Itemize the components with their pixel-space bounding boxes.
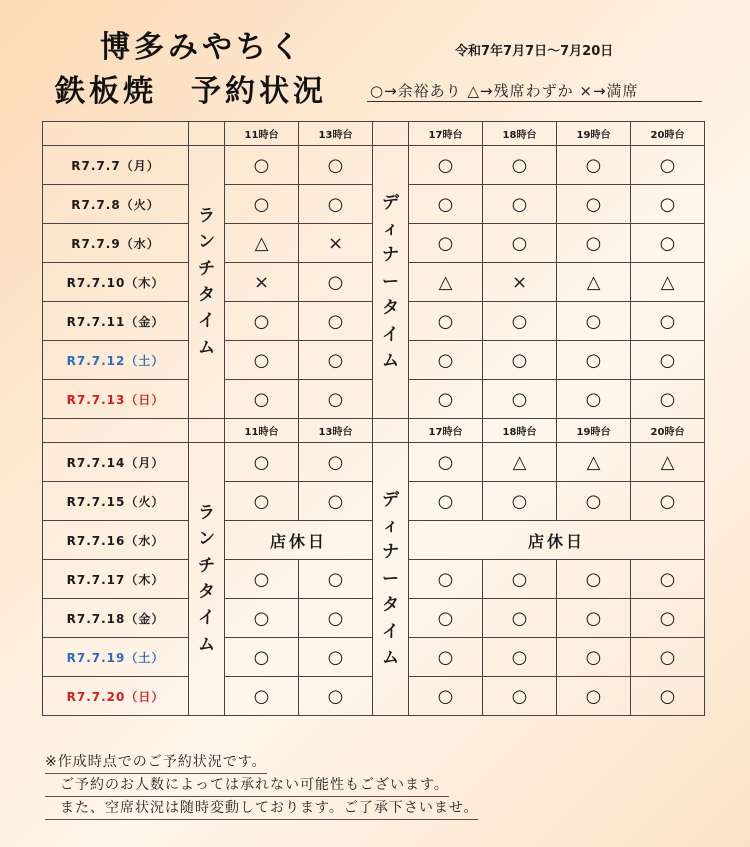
availability-cell: ○ [299, 482, 373, 521]
period-text: 令和7年7月7日～7月20日 [455, 44, 614, 59]
availability-cell: ○ [225, 677, 299, 716]
availability-cell: ○ [225, 341, 299, 380]
availability-cell: △ [557, 263, 631, 302]
availability-cell: ○ [557, 482, 631, 521]
availability-cell: ○ [483, 482, 557, 521]
lunch-slot-header: 13時台 [299, 419, 373, 443]
availability-cell: ○ [483, 224, 557, 263]
closed-cell: 店休日 [409, 521, 705, 560]
dinner-slot-header: 19時台 [557, 419, 631, 443]
header-blank [189, 122, 225, 146]
lunch-slot-header: 13時台 [299, 122, 373, 146]
date-cell: R7.7.13（日） [43, 380, 189, 419]
availability-cell: ○ [631, 560, 705, 599]
availability-cell: ○ [409, 599, 483, 638]
dinner-slot-header: 17時台 [409, 419, 483, 443]
availability-cell: △ [409, 263, 483, 302]
availability-cell: × [299, 224, 373, 263]
page-title: 鉄板焼 予約状況 [55, 74, 327, 109]
table-row [43, 146, 705, 185]
availability-cell: ○ [631, 638, 705, 677]
table-row [43, 443, 705, 482]
date-cell: R7.7.7（月） [43, 146, 189, 185]
availability-cell: ○ [631, 599, 705, 638]
availability-cell: ○ [299, 263, 373, 302]
availability-cell: ○ [557, 677, 631, 716]
label-char: ィ [382, 516, 399, 537]
label-char: ム [382, 350, 399, 371]
dinner-slot-header: 17時台 [409, 122, 483, 146]
legend-underline [367, 101, 702, 102]
availability-cell: ○ [299, 677, 373, 716]
legend-few-left: △→残席わずか [467, 82, 574, 100]
label-char: ン [198, 529, 215, 550]
availability-cell: ○ [225, 560, 299, 599]
date-cell: R7.7.17（木） [43, 560, 189, 599]
availability-cell: ○ [483, 146, 557, 185]
label-char: ン [198, 232, 215, 253]
label-char: デ [382, 489, 399, 510]
availability-cell: ○ [299, 443, 373, 482]
availability-cell: △ [225, 224, 299, 263]
reservation-table [42, 121, 705, 716]
availability-cell: ○ [631, 482, 705, 521]
date-cell: R7.7.12（土） [43, 341, 189, 380]
legend-available: ○→余裕あり [370, 82, 462, 100]
label-char: ナ [382, 542, 399, 563]
header-blank [373, 419, 409, 443]
availability-cell: ○ [409, 224, 483, 263]
date-cell: R7.7.19（土） [43, 638, 189, 677]
label-char: ラ [198, 205, 215, 226]
dinner-slot-header: 18時台 [483, 122, 557, 146]
header-blank [43, 122, 189, 146]
label-char: チ [198, 258, 215, 279]
availability-cell: ○ [409, 146, 483, 185]
label-char: タ [198, 582, 215, 602]
availability-cell: △ [557, 443, 631, 482]
label-char: タ [382, 595, 399, 616]
availability-cell: ○ [557, 380, 631, 419]
date-cell: R7.7.11（金） [43, 302, 189, 341]
dinner-slot-header: 18時台 [483, 419, 557, 443]
label-char: ー [382, 271, 399, 292]
lunch-label [189, 146, 225, 419]
date-cell: R7.7.8（火） [43, 185, 189, 224]
label-char: ム [382, 647, 399, 668]
availability-cell: ○ [225, 482, 299, 521]
notes [45, 751, 478, 820]
label-char: チ [198, 555, 215, 576]
availability-cell: ○ [299, 560, 373, 599]
header-row [43, 122, 705, 146]
availability-cell: ○ [409, 185, 483, 224]
date-cell: R7.7.16（水） [43, 521, 189, 560]
availability-cell: ○ [409, 302, 483, 341]
availability-cell: ○ [299, 146, 373, 185]
availability-cell: ○ [631, 146, 705, 185]
availability-cell: ○ [225, 599, 299, 638]
availability-cell: ○ [557, 638, 631, 677]
legend-full: ×→満席 [579, 82, 639, 100]
availability-cell: ○ [557, 302, 631, 341]
availability-cell: ○ [225, 380, 299, 419]
header-blank [189, 419, 225, 443]
availability-cell: ○ [631, 341, 705, 380]
lunch-slot-header: 11時台 [225, 122, 299, 146]
availability-cell: ○ [409, 341, 483, 380]
availability-cell: ○ [631, 185, 705, 224]
date-cell: R7.7.14（月） [43, 443, 189, 482]
availability-cell: ○ [631, 380, 705, 419]
availability-cell: ○ [225, 302, 299, 341]
date-cell: R7.7.10（木） [43, 263, 189, 302]
availability-cell: ○ [299, 599, 373, 638]
availability-cell: ○ [483, 638, 557, 677]
availability-cell: △ [631, 263, 705, 302]
availability-cell: ○ [299, 302, 373, 341]
availability-cell: ○ [557, 185, 631, 224]
availability-cell: ○ [299, 380, 373, 419]
date-cell: R7.7.15（火） [43, 482, 189, 521]
label-char: ィ [382, 219, 399, 240]
restaurant-name: 博多みやちく [100, 30, 304, 65]
note-line: ※作成時点でのご予約状況です。 [45, 751, 267, 774]
availability-cell: ○ [225, 638, 299, 677]
dinner-label [373, 146, 409, 419]
availability-cell: △ [483, 443, 557, 482]
availability-cell: ○ [631, 677, 705, 716]
date-cell: R7.7.20（日） [43, 677, 189, 716]
availability-cell: ○ [299, 638, 373, 677]
availability-cell: ○ [557, 341, 631, 380]
availability-cell: ○ [483, 560, 557, 599]
availability-cell: ○ [557, 560, 631, 599]
label-char: デ [382, 192, 399, 213]
availability-cell: ○ [631, 302, 705, 341]
availability-cell: ○ [409, 482, 483, 521]
availability-cell: ○ [557, 146, 631, 185]
dinner-label [373, 443, 409, 716]
label-char: イ [198, 608, 215, 629]
label-char: イ [382, 621, 399, 642]
label-char: タ [198, 285, 215, 305]
availability-cell: ○ [225, 185, 299, 224]
header-row [43, 419, 705, 443]
availability-cell: ○ [557, 224, 631, 263]
label-char: ム [198, 634, 215, 655]
availability-cell: ○ [483, 341, 557, 380]
availability-cell: × [225, 263, 299, 302]
availability-cell: ○ [299, 185, 373, 224]
availability-cell: ○ [409, 677, 483, 716]
closed-cell: 店休日 [225, 521, 373, 560]
label-char: ム [198, 337, 215, 358]
label-char: ナ [382, 245, 399, 266]
date-cell: R7.7.18（金） [43, 599, 189, 638]
note-line: ご予約のお人数によっては承れない可能性もございます。 [45, 774, 449, 797]
availability-cell: ○ [483, 677, 557, 716]
header-blank [43, 419, 189, 443]
dinner-slot-header: 20時台 [631, 419, 705, 443]
availability-cell: ○ [409, 380, 483, 419]
availability-cell: △ [631, 443, 705, 482]
availability-cell: ○ [557, 599, 631, 638]
label-char: ー [382, 568, 399, 589]
label-char: ラ [198, 502, 215, 523]
availability-cell: ○ [631, 224, 705, 263]
note-line: また、空席状況は随時変動しております。ご了承下さいませ。 [45, 797, 478, 820]
date-cell: R7.7.9（水） [43, 224, 189, 263]
header-blank [373, 122, 409, 146]
label-char: タ [382, 298, 399, 319]
availability-cell: ○ [483, 599, 557, 638]
availability-cell: ○ [299, 341, 373, 380]
label-char: イ [382, 324, 399, 345]
availability-cell: ○ [225, 443, 299, 482]
label-char: イ [198, 311, 215, 332]
availability-cell: ○ [225, 146, 299, 185]
lunch-slot-header: 11時台 [225, 419, 299, 443]
availability-cell: ○ [483, 185, 557, 224]
availability-cell: ○ [409, 638, 483, 677]
dinner-slot-header: 19時台 [557, 122, 631, 146]
legend [370, 80, 639, 101]
lunch-label [189, 443, 225, 716]
availability-cell: × [483, 263, 557, 302]
availability-cell: ○ [409, 443, 483, 482]
availability-cell: ○ [483, 380, 557, 419]
availability-cell: ○ [409, 560, 483, 599]
dinner-slot-header: 20時台 [631, 122, 705, 146]
availability-cell: ○ [483, 302, 557, 341]
